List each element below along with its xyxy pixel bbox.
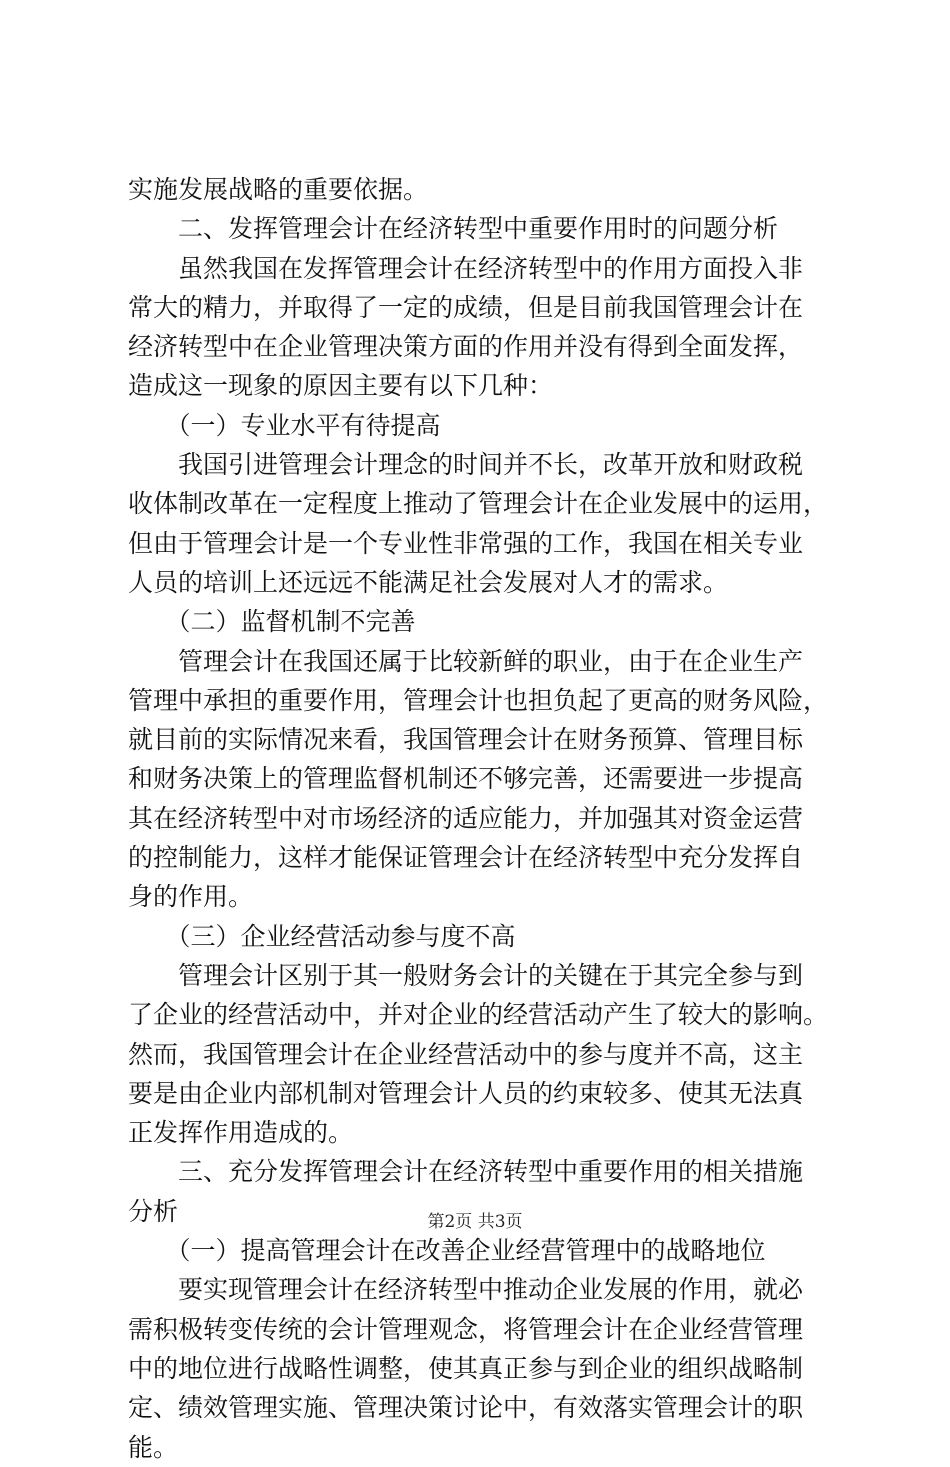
- text-line: 就目前的实际情况来看，我国管理会计在财务预算、管理目标: [128, 725, 804, 755]
- text-line: 二、发挥管理会计在经济转型中重要作用时的问题分析: [128, 214, 779, 244]
- text-line: 但由于管理会计是一个专业性非常强的工作，我国在相关专业: [128, 528, 804, 558]
- text-line: 三、充分发挥管理会计在经济转型中重要作用的相关措施: [128, 1157, 804, 1187]
- text-line: 其在经济转型中对市场经济的适应能力，并加强其对资金运营: [128, 803, 804, 833]
- text-line: （一）专业水平有待提高: [128, 410, 441, 440]
- text-line: （一）提高管理会计在改善企业经营管理中的战略地位: [128, 1236, 766, 1266]
- text-line: 常大的精力，并取得了一定的成绩，但是目前我国管理会计在: [128, 292, 804, 322]
- text-line: 造成这一现象的原因主要有以下几种：: [128, 371, 554, 401]
- text-line: 我国引进管理会计理念的时间并不长，改革开放和财政税: [128, 450, 804, 480]
- text-line: 虽然我国在发挥管理会计在经济转型中的作用方面投入非: [128, 253, 804, 283]
- text-line: 正发挥作用造成的。: [128, 1118, 354, 1148]
- text-line: 需积极转变传统的会计管理观念，将管理会计在企业经营管理: [128, 1314, 804, 1344]
- text-line: 经济转型中在企业管理决策方面的作用并没有得到全面发挥，: [128, 332, 804, 362]
- text-line: （二）监督机制不完善: [128, 607, 416, 637]
- text-line: 然而，我国管理会计在企业经营活动中的参与度并不高，这主: [128, 1039, 804, 1069]
- text-line: 人员的培训上还远远不能满足社会发展对人才的需求。: [128, 567, 729, 597]
- text-line: 要是由企业内部机制对管理会计人员的约束较多、使其无法真: [128, 1078, 804, 1108]
- text-line: 的控制能力，这样才能保证管理会计在经济转型中充分发挥自: [128, 843, 804, 873]
- text-line: 实施发展战略的重要依据。: [128, 175, 429, 204]
- text-line: （三）企业经营活动参与度不高: [128, 921, 516, 951]
- text-line: 和财务决策上的管理监督机制还不够完善，还需要进一步提高: [128, 764, 804, 794]
- text-line: 管理中承担的重要作用，管理会计也担负起了更高的财务风险，: [128, 685, 829, 715]
- document-body: [128, 170, 838, 1467]
- text-line: 管理会计在我国还属于比较新鲜的职业，由于在企业生产: [128, 646, 804, 676]
- text-line: 要实现管理会计在经济转型中推动企业发展的作用，就必: [128, 1275, 804, 1305]
- text-line: 收体制改革在一定程度上推动了管理会计在企业发展中的运用，: [128, 489, 829, 519]
- text-line: 管理会计区别于其一般财务会计的关键在于其完全参与到: [128, 960, 804, 990]
- text-line: 分析: [128, 1196, 179, 1226]
- text-line: 了企业的经营活动中，并对企业的经营活动产生了较大的影响。: [128, 1000, 829, 1030]
- text-line: 中的地位进行战略性调整，使其真正参与到企业的组织战略制: [128, 1353, 804, 1383]
- text-line: 定、绩效管理实施、管理决策讨论中，有效落实管理会计的职: [128, 1393, 804, 1423]
- text-line: 身的作用。: [128, 882, 254, 912]
- page-footer: 第2页 共3页: [427, 1212, 523, 1232]
- text-line: 能。: [128, 1432, 179, 1462]
